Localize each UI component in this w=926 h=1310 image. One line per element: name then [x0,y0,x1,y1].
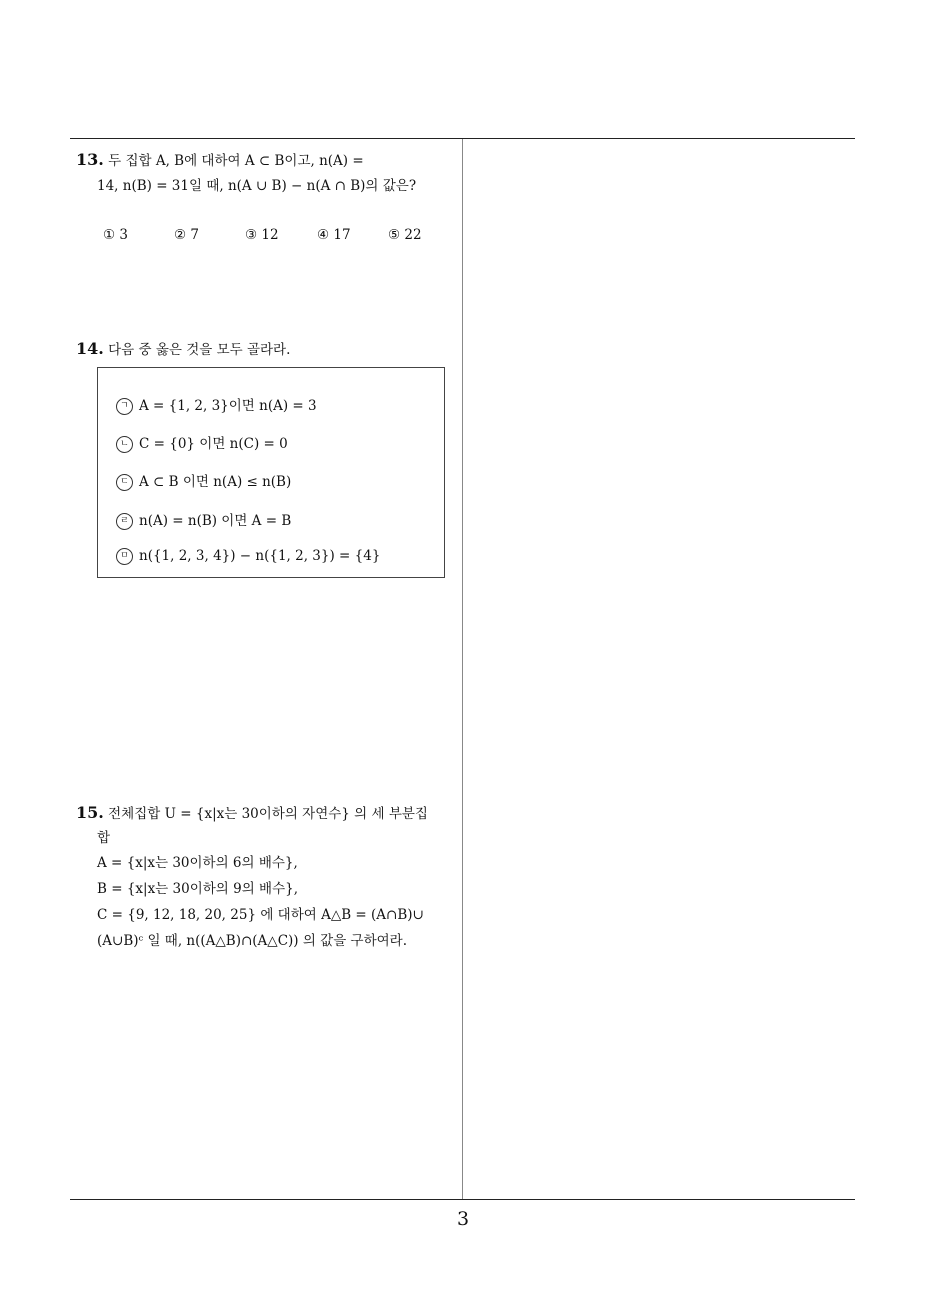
choice-value: 17 [333,227,351,243]
question-text-line: (A∪B)ᶜ 일 때, n((A△B)∩(A△C)) 의 값을 구하여라. [97,933,408,949]
choice-1[interactable] [103,227,128,243]
statement-box [97,367,445,578]
choice-value: 3 [119,227,128,243]
question-text-line: 14, n(B) = 31일 때, n(A ∪ B) − n(A ∩ B)의 값은? [97,178,417,194]
question-prompt: 다음 중 옳은 것을 모두 골라라. [108,342,291,358]
statement-item [116,470,291,491]
circled-mark: ㄴ [116,436,133,453]
choice-mark: ① [103,227,116,243]
choice-value: 22 [404,227,422,243]
choice-mark: ④ [317,227,330,243]
question-number: 14. [76,339,104,358]
question-text-line: 두 집합 A, B에 대하여 A ⊂ B이고, n(A) = [108,153,364,169]
choice-mark: ⑤ [388,227,401,243]
page-number: 3 [456,1208,470,1230]
circled-mark: ㄹ [116,513,133,530]
statement-item [116,509,291,530]
statement-item [116,548,380,565]
statement-item [116,394,317,415]
statement-text: A ⊂ B 이면 n(A) ≤ n(B) [139,474,292,490]
statement-text: C = {0} 이면 n(C) = 0 [139,436,288,452]
choice-2[interactable] [174,227,199,243]
statement-text: n({1, 2, 3, 4}) − n({1, 2, 3}) = {4} [139,548,381,564]
set-definition-b: B = {x|x는 30이하의 9의 배수}, [97,881,298,897]
circled-mark: ㅁ [116,548,133,565]
choice-4[interactable] [317,227,351,243]
column-divider [462,139,463,1200]
question-number: 13. [76,150,104,169]
question-text-line: 전체집합 U = {x|x는 30이하의 자연수} 의 세 부분집 [108,806,428,822]
choice-mark: ③ [245,227,258,243]
set-definition-c: C = {9, 12, 18, 20, 25} 에 대하여 A△B = (A∩B)∪ [97,907,424,923]
statement-text: n(A) = n(B) 이면 A = B [139,513,292,529]
statement-item [116,432,288,453]
choice-5[interactable] [388,227,422,243]
choice-value: 7 [190,227,199,243]
question-number: 15. [76,803,104,822]
choice-value: 12 [261,227,279,243]
question-text-line: 합 [97,830,111,846]
statement-text: A = {1, 2, 3}이면 n(A) = 3 [139,398,317,414]
choice-mark: ② [174,227,187,243]
choice-3[interactable] [245,227,279,243]
circled-mark: ㄷ [116,474,133,491]
circled-mark: ㄱ [116,398,133,415]
bottom-rule [70,1199,855,1200]
set-definition-a: A = {x|x는 30이하의 6의 배수}, [97,855,298,871]
